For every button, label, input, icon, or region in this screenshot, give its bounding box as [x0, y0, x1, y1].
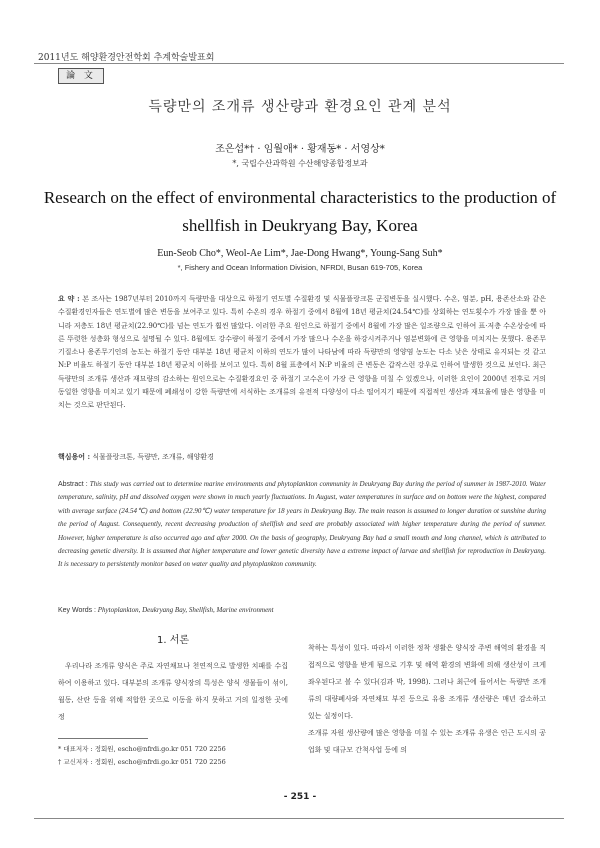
- footnote-correspondence: † 교신저자 : 정회원, escho@nfrdi.go.kr 051 720 2256: [58, 758, 226, 766]
- affiliation-korean: *, 국립수산과학원 수산해양종합정보과: [232, 159, 368, 168]
- keywords-english: [58, 606, 546, 614]
- keywords-english-label: Key Words :: [58, 607, 96, 614]
- page-number: - 251 -: [283, 792, 317, 802]
- abstract-korean-text: 본 조사는 1987년부터 2010까지 득량만을 대상으로 하절기 연도별 수질환경 및 식물플랑크톤 군집변동을 실시했다. 수온, 염분, pH, 용존산소와 같은 수질환경인자들은 연도별에 많은 변동을 보여주고 있다. 특히 수온의 경우 하절기 중에서 8월에 18년 평균치(24.54℃)를 상회하는 연도횟수가 가장 많을 뿐 아니라 저층도 18년 평균치(22.90℃)를 넘는 연도가 훨씬 많았다. 이러한 주요 원인으로 하절기 중에서 8월에 가장 많은 일조량으로 인하여 표·저층 수온상승에 따른 뚜렷한 성층화 형성으로 설명될 수 있다. 8월에도 강수량이 하절기 중에서 가장 많으나 수온을 하강시켜주거나 염분변화에 큰 영향을 미치지는 못했다. 용존무기질소나 용존무기인의 농도는 하절기 동안 대부분 18년 평균치 이하의 연도가 많이 나타남에 따라 득량만의 영양염 농도는 다소 낮은 상태로 유지되는 것 같고 N:P 비율도 하절기 동안 대부분 18년 평균치 이하를 보이고 있다. 특히 8월 표층에서 N:P 비율의 큰 변동은 갑작스런 강우로 인하여 발생한 것으로 보인다. 최근 득량만의 조개류 생산과 재묘량의 감소하는 원인으로는 수질환경요인 중 하절기 고수온이 가장 큰 영향을 미칠 수 있겠으나, 이러한 요인이 2000년 전후로 거의 동일한 영향을 미치고 있기 때문에 폐쇄성이 강한 득량만에 서식하는 조개류의 유전적 다양성이 다소 떨어지기 때문에 직접적인 생산과 재묘율에 많은 영향을 미치는 것으로 판단된다.: [58, 295, 546, 410]
- footer-rule: [34, 818, 564, 819]
- body-column-right: [308, 640, 546, 759]
- intro-paragraph-right-2: 조개류 자원 생산량에 많은 영향을 미칠 수 있는 조개류 유생은 인근 도시의 공업화 및 대규모 간척사업 등에 의: [308, 729, 546, 754]
- conference-header: 2011년도 해양환경안전학회 추계학술발표회: [38, 53, 215, 63]
- affiliation-english: *, Fishery and Ocean Information Division, NFRDI, Busan 619-705, Korea: [177, 263, 423, 272]
- body-column-left: [58, 658, 288, 726]
- keywords-korean-text: 식물플랑크톤, 득량만, 조개류, 해양환경: [92, 453, 214, 461]
- keywords-english-text: Phytoplankton, Deukryang Bay, Shellfish, Marine environment: [97, 606, 274, 614]
- title-korean: 득량만의 조개류 생산량과 환경요인 관계 분석: [148, 99, 452, 115]
- title-english: Research on the effect of environmental characteristics to the production of shellfish in Deukryang Bay, Korea: [43, 188, 557, 235]
- abstract-english: [58, 478, 546, 572]
- paper-type-badge: 論 文: [58, 68, 104, 84]
- keywords-korean: [58, 452, 546, 462]
- footnote-rule: [58, 738, 148, 739]
- abstract-english-text: This study was carried out to determine marine environments and phytoplankton community in Deukryang Bay during the period of summer in 1987-2010. Water temperature, salinity, pH and dissolved oxygen were shown in much yearly fluctuations. In August, water temperatures in surface and on bottom were the highest, compared with average surface (24.54℃) and bottom (22.90℃) water temperature for 18 years in Deukryang Bay. The main reason is assumed to longer duration ot sunshine during the period of August. Consequently, recent decreasing production of shellfish and seed are probably associated with higher temperature during the period of summer. However, higher temperature is also occurred ago and after 2000. On the basis of geography, Deukryang Bay had a small mouth and long channel, which is attributed to decreasing genetic diversity. It is assumed that higher temperature and lower genetic diversity have a extreme impact of larvae and shellfish for reproduction in Deukryang. It is necessary to persistently monitor based on water quality and phytoplankton community.: [58, 480, 546, 569]
- abstract-korean-label: 요 약 :: [58, 294, 80, 303]
- intro-paragraph-left: 우리나라 조개류 양식은 주로 자연채묘나 천연적으로 발생한 치패를 수집하여 이용하고 있다. 대부분의 조개류 양식장의 특성은 양식 생물들이 섞이, 월동, 산란 등을 위해 적합한 곳으로 이동을 하지 못하고 거의 일정한 곳에 정: [58, 662, 288, 721]
- abstract-korean: [58, 292, 546, 413]
- authors-korean: 조은섭*† · 임월애* · 황재동* · 서영상*: [215, 144, 385, 155]
- authors-english: Eun-Seob Cho*, Weol-Ae Lim*, Jae-Dong Hwang*, Young-Sang Suh*: [157, 248, 443, 259]
- section-heading-introduction: 1. 서론: [156, 635, 190, 646]
- keywords-korean-label: 핵심용어 :: [58, 452, 91, 461]
- header-rule: [34, 63, 564, 64]
- abstract-english-label: Abstract :: [58, 481, 88, 488]
- footnote-corresponding: * 대표저자 : 정회원, escho@nfrdi.go.kr 051 720 2256: [58, 745, 226, 753]
- intro-paragraph-right-1: 착하는 특성이 있다. 따라서 이러한 정착 생활은 양식장 주변 해역의 환경을 직접적으로 영향을 받게 됨으로 기후 및 해역 환경의 변화에 의해 생산성이 크게 좌우된다고 볼 수 있다(김과 박, 1998). 그러나 최근에 들어서는 득량만 조개류의 대량폐사와 자연채묘 부진 등으로 유용 조개류 생산량은 매년 감소하고 있는 실정이다.: [308, 644, 546, 720]
